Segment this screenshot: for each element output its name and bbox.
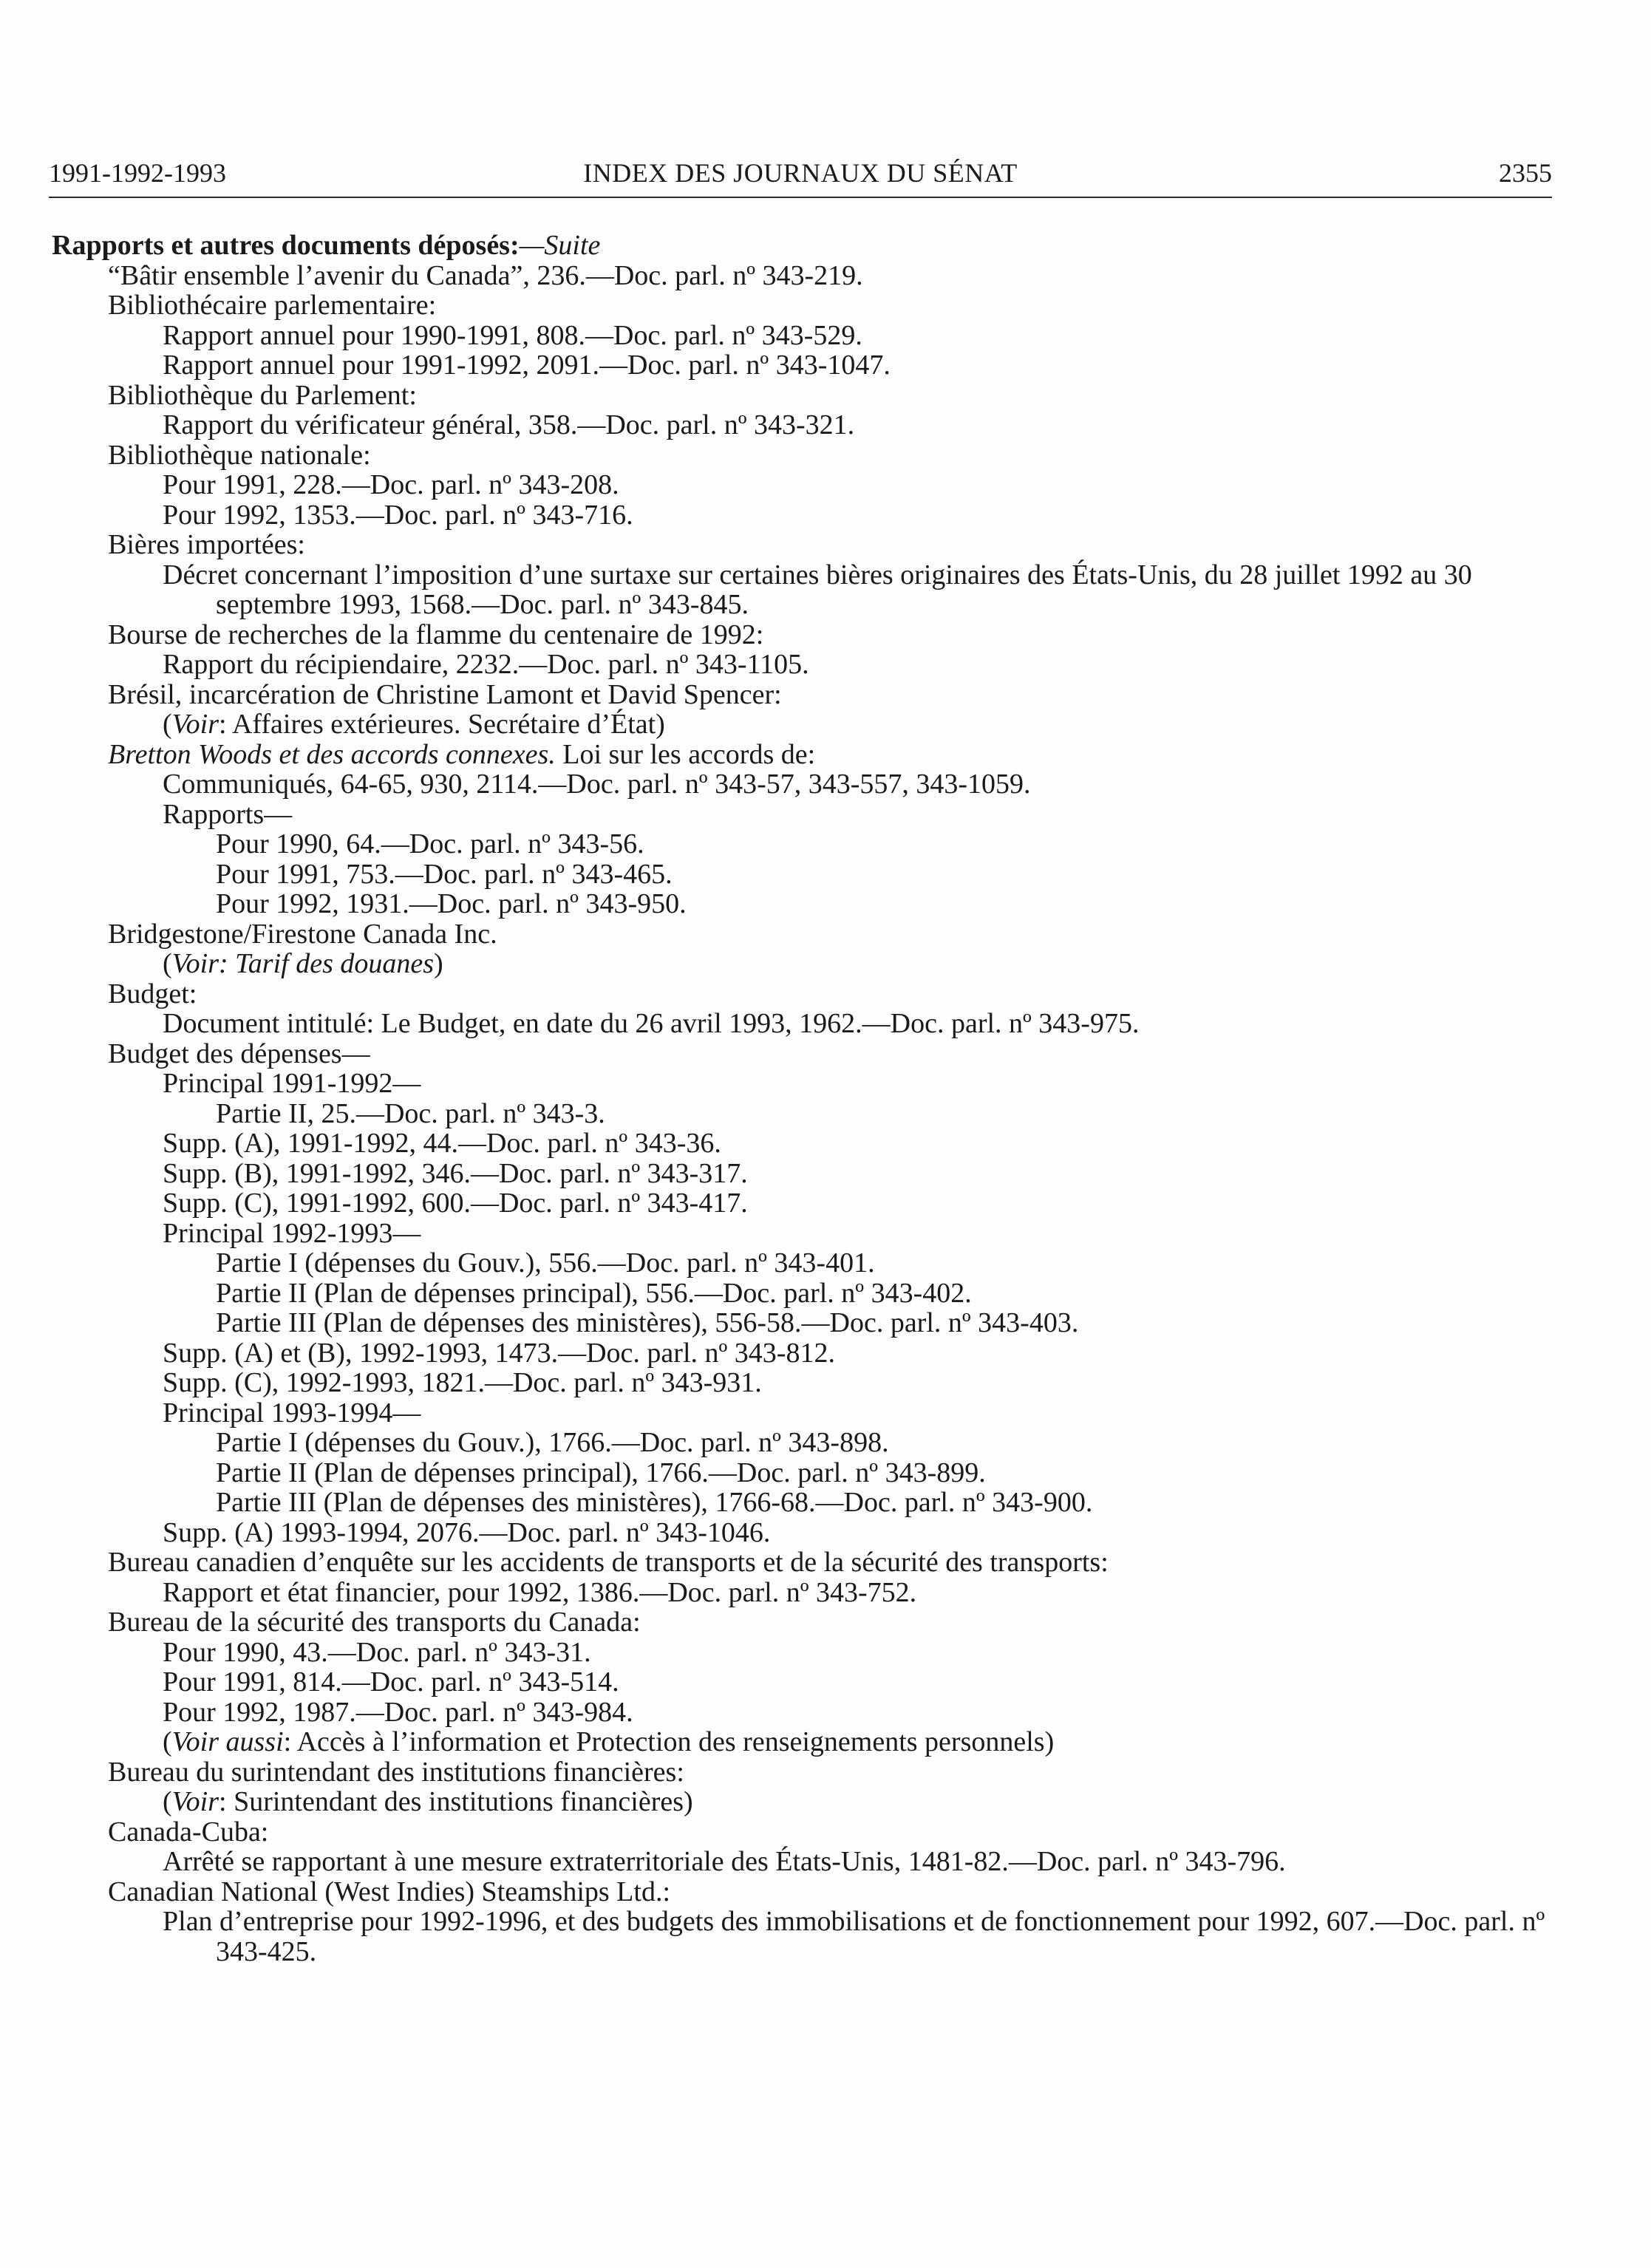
index-subsubentry: Pour 1990, 64.—Doc. parl. nº 343-56.: [216, 828, 644, 859]
cross-reference: [163, 949, 1559, 979]
index-subentry: Principal 1993-1994—: [163, 1397, 421, 1428]
xref-voir: Voir: [171, 1786, 219, 1817]
index-entry: “Bâtir ensemble l’avenir du Canada”, 236.—Doc. parl. nº 343-219.: [108, 259, 863, 291]
index-subsubentry: Pour 1991, 753.—Doc. parl. nº 343-465.: [216, 858, 673, 890]
index-subentry: Rapports—: [163, 798, 293, 830]
index-subentry: Pour 1992, 1353.—Doc. parl. nº 343-716.: [163, 499, 633, 531]
index-subentry: Principal 1992-1993—: [163, 1217, 421, 1249]
index-subentry: Pour 1992, 1987.—Doc. parl. nº 343-984.: [163, 1696, 633, 1728]
xref-open: (: [163, 1786, 172, 1817]
index-subentry: Rapport du vérificateur général, 358.—Doc. parl. nº 343-321.: [163, 409, 855, 440]
index-entry: Canadian National (West Indies) Steamships Ltd.:: [108, 1876, 671, 1907]
suite-label: —Suite: [519, 230, 601, 261]
xref-close: ): [434, 948, 443, 979]
index-subentry: Supp. (A), 1991-1992, 44.—Doc. parl. nº 343-36.: [163, 1128, 721, 1159]
header-title: INDEX DES JOURNAUX DU SÉNAT: [583, 158, 1018, 188]
index-subentry: Plan d’entreprise pour 1992-1996, et des budgets des immobilisations et de fonctionnement pour 1992, 607.—Doc. parl. nº 343-425.: [163, 1906, 1545, 1967]
index-entry: Budget:: [108, 978, 197, 1009]
index-subentry: Document intitulé: Le Budget, en date du 26 avril 1993, 1962.—Doc. parl. nº 343-975.: [163, 1008, 1140, 1039]
index-entry: Bibliothèque nationale:: [108, 439, 371, 471]
index-subsubentry: Partie II (Plan de dépenses principal), 556.—Doc. parl. nº 343-402.: [216, 1277, 972, 1309]
index-entry: Bureau de la sécurité des transports du Canada:: [108, 1607, 641, 1638]
header-years: 1991-1992-1993: [49, 158, 226, 188]
xref-voir: Voir: [171, 709, 219, 740]
index-subentry: Rapport du récipiendaire, 2232.—Doc. parl. nº 343-1105.: [163, 649, 809, 680]
index-content: [52, 230, 1559, 1967]
index-entry: Bibliothèque du Parlement:: [108, 379, 417, 411]
index-subentry: Principal 1991-1992—: [163, 1068, 421, 1099]
index-subsubentry: Partie II, 25.—Doc. parl. nº 343-3.: [216, 1097, 605, 1129]
section-heading: [52, 231, 1559, 261]
index-entry: Bureau du surintendant des institutions financières:: [108, 1756, 684, 1788]
xref-open: (: [163, 948, 172, 979]
index-subsubentry: Partie II (Plan de dépenses principal), 1766.—Doc. parl. nº 343-899.: [216, 1457, 986, 1488]
index-entry: Bourse de recherches de la flamme du centenaire de 1992:: [108, 619, 764, 650]
index-subentry: Rapport et état financier, pour 1992, 1386.—Doc. parl. nº 343-752.: [163, 1576, 917, 1608]
index-subsubentry: Pour 1992, 1931.—Doc. parl. nº 343-950.: [216, 888, 687, 919]
index-subentry: Supp. (C), 1992-1993, 1821.—Doc. parl. nº 343-931.: [163, 1367, 762, 1398]
xref-open: (: [163, 1726, 172, 1757]
index-subentry: Rapport annuel pour 1990-1991, 808.—Doc. parl. nº 343-529.: [163, 319, 862, 351]
index-subentry: Arrêté se rapportant à une mesure extraterritoriale des États-Unis, 1481-82.—Doc. parl. nº 343-796.: [163, 1846, 1286, 1877]
index-entry: Bibliothécaire parlementaire:: [108, 290, 437, 321]
index-entry: Bières importées:: [108, 529, 305, 560]
index-entry: Brésil, incarcération de Christine Lamont et David Spencer:: [108, 678, 782, 710]
index-subsubentry: Partie I (dépenses du Gouv.), 556.—Doc. parl. nº 343-401.: [216, 1247, 875, 1278]
xref-target: : Affaires extérieures. Secrétaire d’État): [219, 709, 665, 740]
index-subsubentry: Partie I (dépenses du Gouv.), 1766.—Doc. parl. nº 343-898.: [216, 1427, 889, 1458]
running-header: [49, 152, 1552, 194]
entry-rest: Loi sur les accords de:: [555, 738, 816, 770]
index-subentry: Communiqués, 64-65, 930, 2114.—Doc. parl. nº 343-57, 343-557, 343-1059.: [163, 769, 1031, 800]
cross-reference: [163, 1727, 1559, 1757]
xref-target: : Accès à l’information et Protection des renseignements personnels): [283, 1726, 1055, 1757]
xref-voir: Voir: Tarif des douanes: [171, 948, 435, 979]
index-subentry: Pour 1990, 43.—Doc. parl. nº 343-31.: [163, 1636, 591, 1668]
index-entry: Canada-Cuba:: [108, 1816, 269, 1848]
entry-italic-title: Bretton Woods et des accords connexes.: [108, 738, 556, 770]
index-subentry: Supp. (B), 1991-1992, 346.—Doc. parl. nº 343-317.: [163, 1157, 748, 1189]
page-number: 2355: [1499, 158, 1552, 188]
index-subentry: Rapport annuel pour 1991-1992, 2091.—Doc. parl. nº 343-1047.: [163, 350, 891, 381]
index-subentry: Pour 1991, 228.—Doc. parl. nº 343-208.: [163, 469, 619, 500]
index-subentry: Supp. (A) et (B), 1992-1993, 1473.—Doc. parl. nº 343-812.: [163, 1337, 835, 1369]
header-rule: [49, 197, 1552, 198]
cross-reference: [163, 1787, 1559, 1817]
section-heading-text: Rapports et autres documents déposés:: [52, 230, 520, 261]
index-entry: Bureau canadien d’enquête sur les accidents de transports et de la sécurité des transports:: [108, 1547, 1109, 1578]
xref-open: (: [163, 709, 172, 740]
index-subentry: Supp. (C), 1991-1992, 600.—Doc. parl. nº 343-417.: [163, 1188, 748, 1219]
index-subsubentry: Partie III (Plan de dépenses des ministères), 1766-68.—Doc. parl. nº 343-900.: [216, 1487, 1093, 1518]
index-subentry: Décret concernant l’imposition d’une surtaxe sur certaines bières originaires des États-Unis, du 28 juillet 1992 au 30 septembre 1993, 1568.—Doc. parl. nº 343-845.: [163, 559, 1472, 620]
index-subentry: Pour 1991, 814.—Doc. parl. nº 343-514.: [163, 1666, 619, 1697]
xref-voir-aussi: Voir aussi: [171, 1726, 284, 1757]
index-entry: [108, 740, 1559, 770]
index-entry: Bridgestone/Firestone Canada Inc.: [108, 918, 497, 950]
index-subentry: Supp. (A) 1993-1994, 2076.—Doc. parl. nº 343-1046.: [163, 1516, 771, 1548]
index-entry: Budget des dépenses—: [108, 1038, 370, 1069]
cross-reference: [163, 709, 1559, 740]
xref-target: : Surintendant des institutions financières): [219, 1786, 693, 1817]
index-subsubentry: Partie III (Plan de dépenses des ministères), 556-58.—Doc. parl. nº 343-403.: [216, 1307, 1079, 1338]
